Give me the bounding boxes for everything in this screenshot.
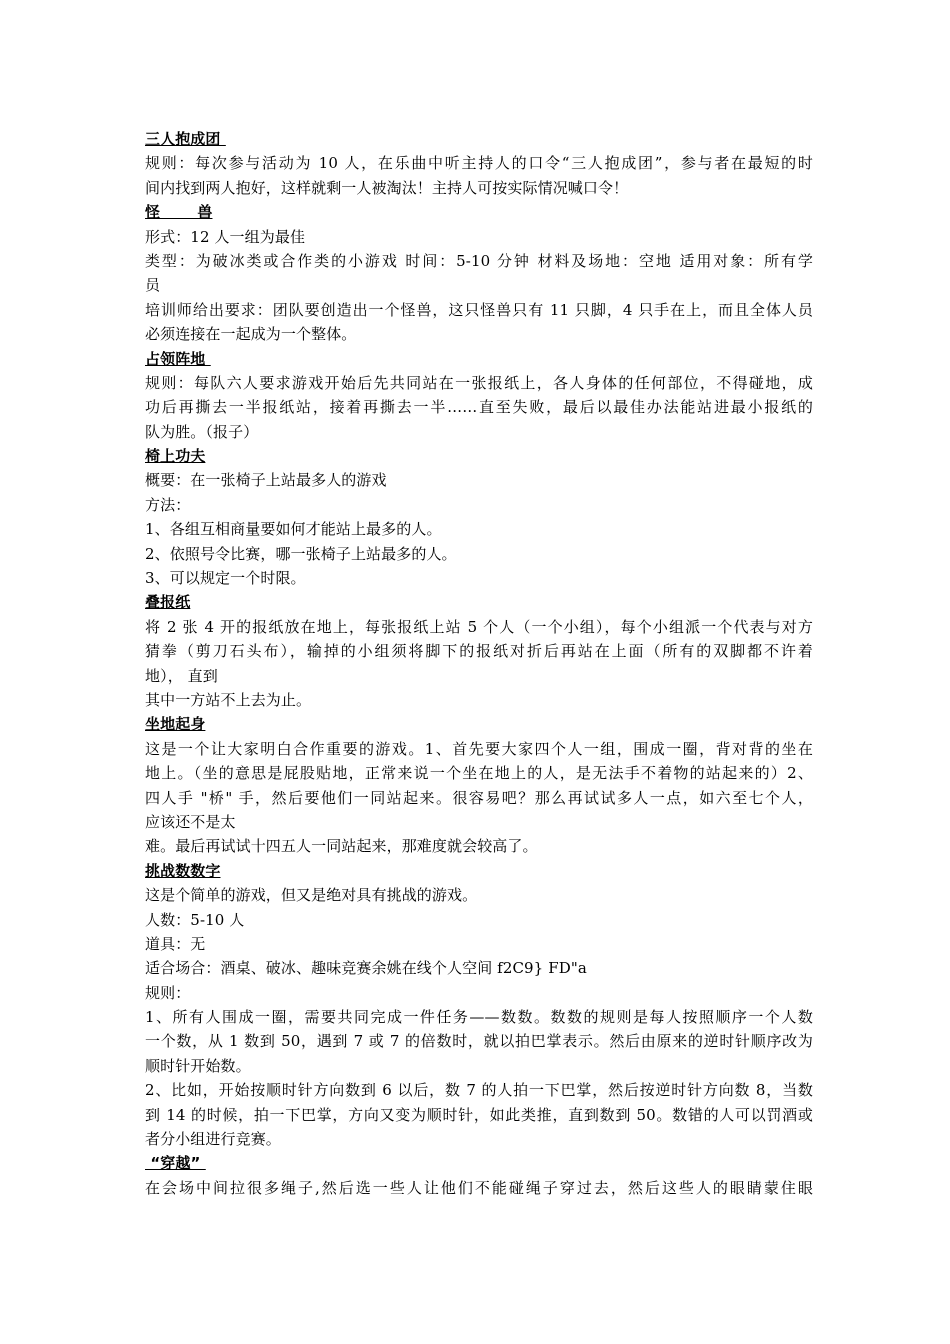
heading-text: 椅上功夫 xyxy=(145,447,206,466)
text-line: 一个数，从 1 数到 50，遇到 7 或 7 的倍数时，就以拍巴掌表示。然后由原来的逆时针顺序改为 xyxy=(145,1032,813,1051)
text-line: 方法： xyxy=(145,495,191,514)
heading-text: 占领阵地 xyxy=(145,349,211,368)
text-line: 3、可以规定一个时限。 xyxy=(145,569,306,588)
heading-text: “穿越” xyxy=(145,1154,206,1173)
text-line: 概要：在一张椅子上站最多人的游戏 xyxy=(145,471,387,490)
text-line: 者分小组进行竞赛。 xyxy=(145,1130,281,1149)
heading-text: 怪 兽 xyxy=(145,203,213,222)
section-title xyxy=(145,200,813,224)
text-line: 规则：每队六人要求游戏开始后先共同站在一张报纸上，各人身体的任何部位，不得碰地，成 xyxy=(145,373,813,392)
section-title xyxy=(145,347,813,371)
text-line: 这是个简单的游戏，但又是绝对具有挑战的游戏。 xyxy=(145,886,478,905)
document-page xyxy=(145,127,813,1200)
heading-text: 三人抱成团 xyxy=(145,130,226,148)
section-title xyxy=(145,127,813,151)
text-line: 四人手 "桥" 手，然后要他们一同站起来。很容易吧？那么再试试多人一点，如六至七个人， xyxy=(145,788,813,807)
text-line: 1、各组互相商量要如何才能站上最多的人。 xyxy=(145,520,442,539)
text-line: 2、依照号令比赛，哪一张椅子上站最多的人。 xyxy=(145,544,457,563)
text-line: 人数：5-10 人 xyxy=(145,910,245,929)
text-line: 功后再撕去一半报纸站，接着再撕去一半……直至失败，最后以最佳办法能站进最小报纸的 xyxy=(145,398,813,417)
text-line: 必须连接在一起成为一个整体。 xyxy=(145,325,357,344)
text-line: 培训师给出要求：团队要创造出一个怪兽，这只怪兽只有 11 只脚，4 只手在上，而且全体人员 xyxy=(145,300,813,319)
text-line: 在会场中间拉很多绳子,然后选一些人让他们不能碰绳子穿过去，然后这些人的眼睛蒙住眼 xyxy=(145,1178,813,1197)
text-line: 类型：为破冰类或合作类的小游戏 时间：5-10 分钟 材料及场地：空地 适用对象：所有学 xyxy=(145,251,813,270)
text-line: 其中一方站不上去为止。 xyxy=(145,690,312,709)
text-line: 2、比如，开始按顺时针方向数到 6 以后，数 7 的人拍一下巴掌，然后按逆时针方向数 8，当数 xyxy=(145,1081,813,1100)
text-line: 到 14 的时候，拍一下巴掌，方向又变为顺时针，如此类推，直到数到 50。数错的人可以罚酒或 xyxy=(145,1105,813,1124)
text-line: 顺时针开始数。 xyxy=(145,1056,251,1075)
text-line: 将 2 张 4 开的报纸放在地上，每张报纸上站 5 个人（一个小组），每个小组派一个代表与对方 xyxy=(145,617,813,636)
text-line: 形式：12 人一组为最佳 xyxy=(145,227,306,246)
text-line: 地）， 直到 xyxy=(145,666,218,685)
text-line: 这是一个让大家明白合作重要的游戏。1、首先要大家四个人一组，围成一圈，背对背的坐在 xyxy=(145,739,813,758)
section-title xyxy=(145,859,813,883)
heading-text: 挑战数数字 xyxy=(145,861,221,880)
text-line: 道具：无 xyxy=(145,934,206,953)
text-line: 规则：每次参与活动为 10 人，在乐曲中听主持人的口令“三人抱成团”，参与者在最短的时 xyxy=(145,154,813,173)
text-line: 适合场合：酒桌、破冰、趣味竞赛余姚在线个人空间 f2C9} FD"a xyxy=(145,959,587,978)
section-title xyxy=(145,712,813,736)
text-line: 地上。（坐的意思是屁股贴地，正常来说一个坐在地上的人，是无法手不着物的站起来的）2、 xyxy=(145,764,813,783)
text-line: 队为胜。（报子） xyxy=(145,422,259,441)
section-title xyxy=(145,1151,813,1175)
text-line: 间内找到两人抱好，这样就剩一人被淘汰！主持人可按实际情况喊口令！ xyxy=(145,178,629,197)
text-line: 猜拳（剪刀石头布），输掉的小组须将脚下的报纸对折后再站在上面（所有的双脚都不许着 xyxy=(145,642,813,661)
heading-text: 叠报纸 xyxy=(145,593,191,612)
text-line: 员 xyxy=(145,276,161,295)
text-line: 1、所有人围成一圈，需要共同完成一件任务——数数。数数的规则是每人按照顺序一个人数 xyxy=(145,1008,813,1027)
text-line: 规则： xyxy=(145,983,191,1002)
text-line: 难。最后再试试十四五人一同站起来，那难度就会较高了。 xyxy=(145,837,538,856)
heading-text: 坐地起身 xyxy=(145,715,206,734)
section-title xyxy=(145,590,813,614)
section-title xyxy=(145,444,813,468)
text-line: 应该还不是太 xyxy=(145,812,236,831)
